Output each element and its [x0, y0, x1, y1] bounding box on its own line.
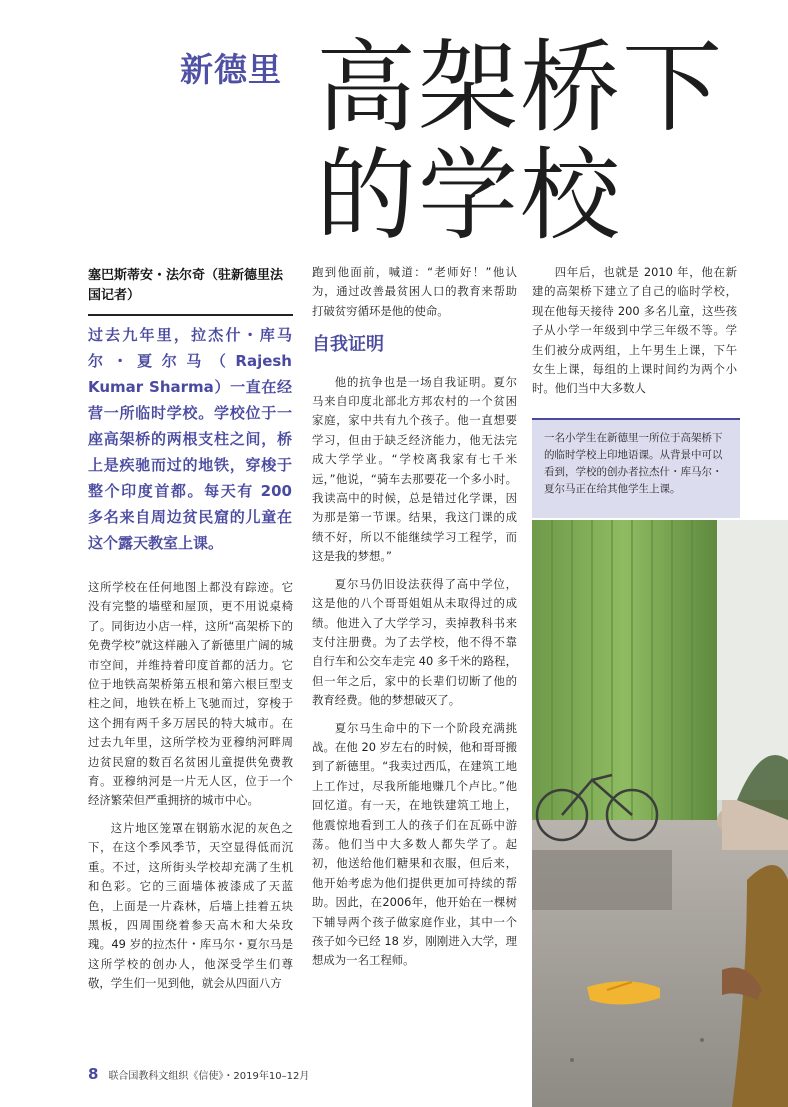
- photo-caption: 一名小学生在新德里一所位于高架桥下的临时学校上印地语课。从背景中可以看到，学校的创办者拉杰什・库马尔・夏尔马正在给其他学生上课。: [532, 418, 740, 518]
- body-paragraph: 这片地区笼罩在钢筋水泥的灰色之下，在这个季风季节，天空显得低而沉重。不过，这所街头学校却充满了生机和色彩。它的三面墙体被漆成了天蓝色，上面是一片森林，后墙上挂着五块黑板，四周围绕着参天高木和大朵玫瑰。49 岁的拉杰什・库马尔・夏尔马是这所学校的创办人，他深受学生们尊敬，学生们一见到他，就会从四面八方: [88, 820, 293, 991]
- column-1: [88, 578, 293, 1002]
- body-paragraph: 他的抗争也是一场自我证明。夏尔马来自印度北部北方邦农村的一个贫困家庭，家中共有九个孩子。他一直想要学习，但由于缺乏经济能力，他无法完成大学学业。“学校离我家有七千米远，”他说，“骑车去那要花一个多小时。我读高中的时候，总是错过化学课，因为那是第一节课。结果，我这门课的成绩不好，所以不能继续学习工程学，而这是我的梦想。”: [312, 374, 517, 564]
- body-paragraph: 夏尔马仍旧设法获得了高中学位，这是他的八个哥哥姐姐从未取得过的成绩。他进入了大学学习，卖掉教科书来支付注册费。为了去学校，他不得不靠自行车和公交车走完 40 多千米的路程，但一年之后，家中的长辈们切断了他的教育经费。他的梦想破灭了。: [312, 576, 517, 708]
- column-3: [532, 263, 737, 407]
- body-paragraph: 这所学校在任何地图上都没有踪迹。它没有完整的墙壁和屋顶，更不用说桌椅了。同街边小店一样，这所“高架桥下的免费学校”就这样融入了新德里广阔的城市空间，并维持着印度首都的活力。它位于地铁高架桥第五根和第六根巨型支柱之间，地铁在桥上飞驰而过，穿梭于这个拥有两千多万居民的特大城市。在过去九年里，这所学校为亚穆纳河畔周边贫民窟的数百名贫困儿童提供免费教育。亚穆纳河是一片无人区，位于一个经济繁荣但严重拥挤的城市中心。: [88, 580, 293, 808]
- section-kicker: 新德里: [180, 50, 282, 89]
- publication-info: 联合国教科文组织《信使》・2019年10–12月: [108, 1070, 310, 1082]
- body-paragraph: 跑到他面前，喊道：“老师好！”他认为，通过改善最贫困人口的教育来帮助打破贫穷循环是他的使命。: [312, 265, 517, 318]
- lead-paragraph: 过去九年里，拉杰什・库马尔・夏尔马（Rajesh Kumar Sharma）一直在经营一所临时学校。学校位于一座高架桥的两根支柱之间，桥上是疾驰而过的地铁，穿梭于整个印度首都。每天有 200 多名来自周边贫民窟的儿童在这个露天教室上课。: [88, 326, 292, 552]
- column-2: [312, 263, 517, 979]
- classroom-photo: [532, 520, 788, 1107]
- photo-illustration: [532, 520, 788, 1107]
- byline: 塞巴斯蒂安・法尔奇（驻新德里法国记者）: [88, 266, 293, 316]
- body-paragraph: 夏尔马生命中的下一个阶段充满挑战。在他 20 岁左右的时候，他和哥哥搬到了新德里。“我卖过西瓜，在建筑工地上工作过，尽我所能地赚几个卢比。”他回忆道。有一天，在地铁建筑工地上，他震惊地看到工人的孩子们在瓦砾中游荡。他们当中大多数人都失学了。起初，他送给他们糖果和衣服，但后来，他开始考虑为他们提供更加可持续的帮助。因此，在2006年，他开始在一棵树下辅导两个孩子做家庭作业，其中一个孩子如今已经 18 岁，刚刚进入大学，理想成为一名工程师。: [312, 720, 517, 968]
- page-footer: [88, 1064, 309, 1084]
- headline-line-1: 高架桥下: [316, 29, 724, 146]
- headline-line-2: 的学校: [316, 137, 622, 254]
- section-heading: 自我证明: [312, 334, 384, 356]
- page-number: 8: [88, 1065, 99, 1083]
- body-paragraph: 四年后，也就是 2010 年，他在新建的高架桥下建立了自己的临时学校，现在他每天接待 200 多名儿童，这些孩子从小学一年级到中学三年级不等。学生们被分成两组，上午男生上课，下午女生上课，每组的上课时间约为两个小时。他们当中大多数人: [532, 265, 737, 396]
